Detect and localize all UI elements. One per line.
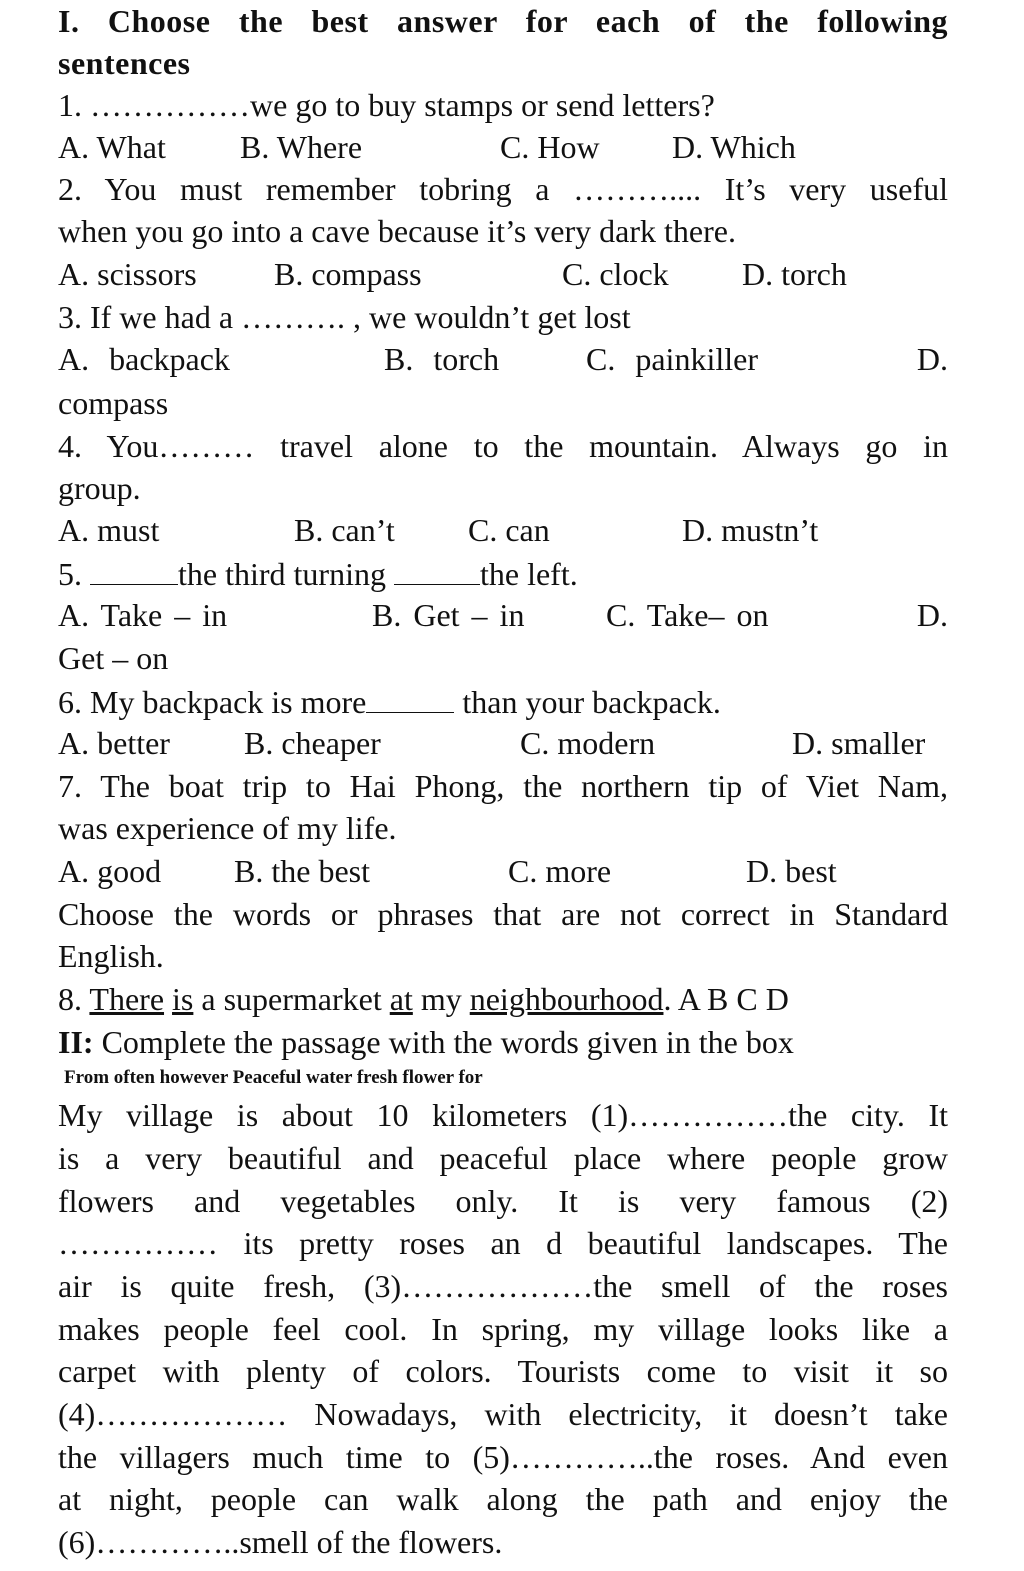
underlined-word-b: is	[172, 981, 194, 1017]
word-box: From often however Peaceful water fresh flower for	[64, 1067, 483, 1088]
option-a: A. better	[58, 725, 170, 761]
passage-line: air is quite fresh, (3)………………the smell of the roses	[58, 1268, 948, 1304]
question-8-choices: . A B C D	[663, 981, 789, 1017]
option-d: D. torch	[742, 256, 847, 292]
option-b: B. compass	[274, 256, 422, 292]
option-b: B. can’t	[294, 512, 395, 548]
question-5-option-d-cont: Get – on	[58, 640, 169, 676]
underlined-word-c: at	[389, 981, 413, 1017]
option-b: B. the best	[234, 853, 370, 889]
option-c: C. more	[508, 853, 612, 889]
passage-line: the villagers much time to (5)…………..the roses. And even	[58, 1439, 948, 1475]
question-6-end: than your backpack.	[454, 684, 721, 720]
option-d: D.	[916, 597, 948, 633]
blank-line	[366, 680, 454, 713]
question-5-end: the left.	[479, 556, 578, 592]
option-a: A. good	[58, 853, 162, 889]
section-1-title: I. Choose the best answer for each of the following	[58, 3, 948, 39]
option-a: A. backpack	[58, 341, 230, 377]
question-5-middle: the third turning	[178, 556, 394, 592]
question-4: 4. You……… travel alone to the mountain. Always go in	[58, 428, 948, 464]
section-2-instruction: Complete the passage with the words given in the box	[93, 1024, 794, 1060]
question-5	[58, 552, 948, 595]
section-1-title-cont: sentences	[58, 45, 191, 81]
question-7: 7. The boat trip to Hai Phong, the northern tip of Viet Nam,	[58, 768, 948, 804]
blank-line	[90, 552, 178, 585]
option-c: C. Take– on	[606, 597, 769, 633]
passage-line: at night, people can walk along the path and enjoy the	[58, 1481, 948, 1517]
question-3-option-d-cont: compass	[58, 385, 169, 421]
option-d: D. smaller	[792, 725, 926, 761]
option-c: C. clock	[562, 256, 669, 292]
question-8	[58, 978, 948, 1020]
passage-line: …………… its pretty roses an d beautiful landscapes. The	[58, 1225, 948, 1261]
passage-line: makes people feel cool. In spring, my village looks like a	[58, 1311, 948, 1347]
section-2-title	[58, 1021, 948, 1063]
passage-line: carpet with plenty of colors. Tourists come to visit it so	[58, 1353, 948, 1389]
option-b: B. cheaper	[244, 725, 381, 761]
question-2-cont: when you go into a cave because it’s very dark there.	[58, 213, 736, 249]
question-8-number: 8.	[58, 981, 90, 1017]
question-3: 3. If we had a ………. , we wouldn’t get lost	[58, 299, 631, 335]
option-b: B. torch	[384, 341, 500, 377]
underlined-word-a: There	[89, 981, 165, 1017]
option-c: C. modern	[520, 725, 656, 761]
question-2: 2. You must remember tobring a ……….... It’s very useful	[58, 171, 948, 207]
passage-line: is a very beautiful and peaceful place where people grow	[58, 1140, 948, 1176]
section-2-label: II:	[58, 1024, 94, 1060]
question-7-cont: was experience of my life.	[58, 810, 397, 846]
question-6	[58, 680, 948, 723]
passage-line: My village is about 10 kilometers (1)……………the city. It	[58, 1097, 948, 1133]
option-a: A. scissors	[58, 256, 197, 292]
question-8-text: my	[412, 981, 470, 1017]
option-d: D. Which	[672, 129, 796, 165]
option-d: D. best	[746, 853, 837, 889]
option-a: A. must	[58, 512, 160, 548]
passage-line: (4)……………… Nowadays, with electricity, it doesn’t take	[58, 1396, 948, 1432]
option-c: C. painkiller	[586, 341, 758, 377]
question-1: 1. ……………we go to buy stamps or send letters?	[58, 87, 715, 123]
error-instruction-cont: English.	[58, 938, 164, 974]
blank-line	[394, 552, 480, 585]
option-a: A. Take – in	[58, 597, 228, 633]
option-d: D. mustn’t	[682, 512, 819, 548]
question-8-text: a supermarket	[193, 981, 390, 1017]
underlined-word-d: neighbourhood	[469, 981, 664, 1017]
option-b: B. Where	[240, 129, 363, 165]
question-5-number: 5.	[58, 556, 90, 592]
option-b: B. Get – in	[372, 597, 525, 633]
question-4-cont: group.	[58, 470, 141, 506]
option-a: A. What	[58, 129, 166, 165]
passage-line: (6)…………..smell of the flowers.	[58, 1524, 503, 1560]
option-c: C. How	[500, 129, 600, 165]
error-instruction: Choose the words or phrases that are not correct in Standard	[58, 896, 948, 932]
option-c: C. can	[468, 512, 550, 548]
question-6-start: 6. My backpack is more	[58, 684, 367, 720]
option-d: D.	[916, 341, 948, 377]
passage-line: flowers and vegetables only. It is very famous (2)	[58, 1183, 948, 1219]
